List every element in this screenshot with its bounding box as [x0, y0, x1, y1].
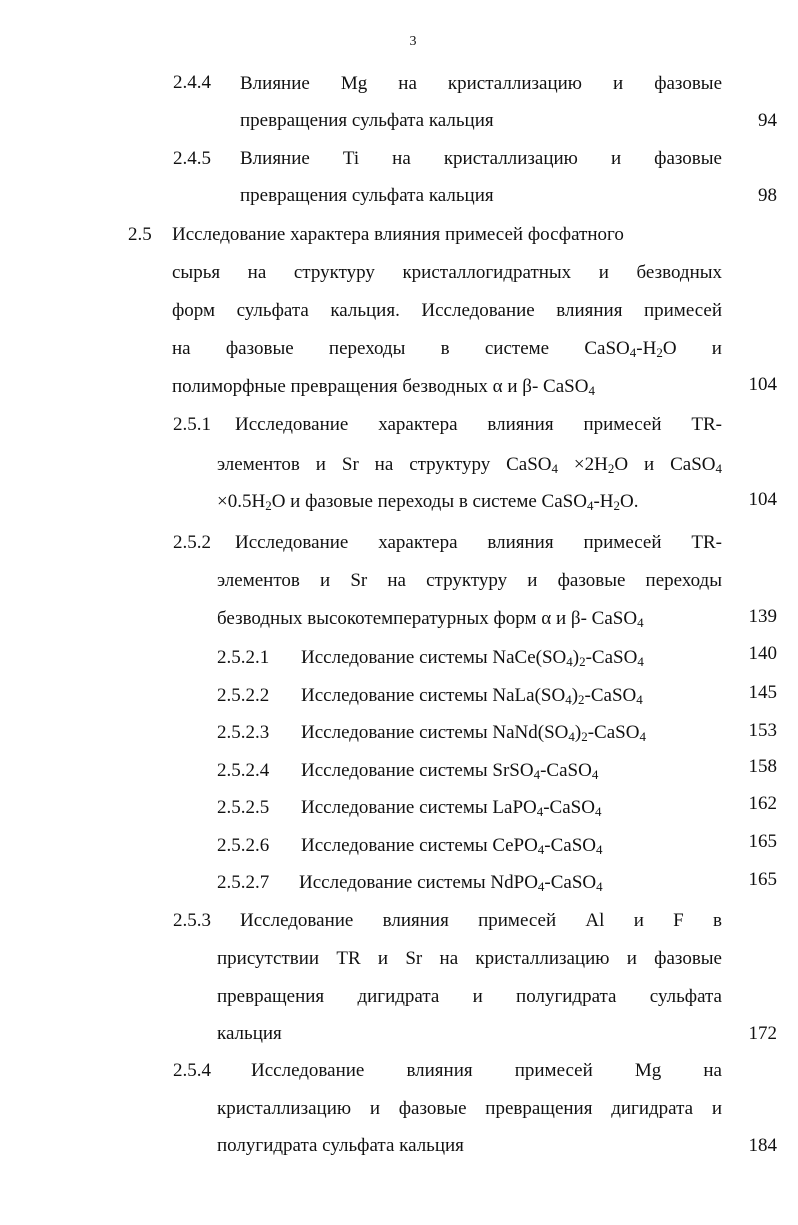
entry-line: кристаллизацию и фазовые превращения дигидрата и — [217, 1098, 722, 1119]
page-ref: 145 — [748, 682, 777, 703]
page-ref: 162 — [748, 793, 777, 814]
entry-number: 2.5.2.6 — [217, 835, 270, 856]
page-ref: 94 — [758, 110, 777, 131]
entry-line: Исследование системы $NaNd(SO_4)_2-CaSO_4$ — [301, 722, 646, 744]
entry-line: Исследование влияния примесей Al и F в — [240, 910, 722, 931]
entry-line: элементов и Sr на структуру CaSO$_4$ $\times 2H_2O$ и CaSO$_4$ — [217, 454, 722, 476]
entry-line: сырья на структуру кристаллогидратных и безводных — [172, 262, 722, 283]
entry-line: Исследование системы $NaCe(SO_4)_2-CaSO_4$ — [301, 647, 644, 669]
page-ref: 158 — [748, 756, 777, 777]
entry-number: 2.5.2.7 — [217, 872, 270, 893]
page-ref: 172 — [748, 1023, 777, 1044]
entry-line: безводных высокотемпературных форм α и β- CaSO$_4$ — [217, 608, 644, 630]
entry-line: Исследование характера влияния примесей TR- — [235, 414, 722, 435]
entry-number: 2.5.3 — [173, 910, 211, 931]
entry-line: элементов и Sr на структуру и фазовые переходы — [217, 570, 722, 591]
entry-line: Исследование системы CePO$_4$-CaSO$_4$ — [301, 835, 603, 857]
entry-line: Исследование системы $NaLa(SO_4)_2-CaSO_4$ — [301, 685, 643, 707]
entry-number: 2.4.4 — [173, 72, 211, 93]
page-ref: 165 — [748, 869, 777, 890]
entry-line: полиморфные превращения безводных α и β- CaSO$_4$ — [172, 376, 595, 398]
entry-number: 2.4.5 — [173, 148, 211, 169]
page-ref: 140 — [748, 643, 777, 664]
entry-number: 2.5.2.2 — [217, 685, 270, 706]
entry-line: Исследование влияния примесей Mg на — [251, 1060, 722, 1081]
page-ref: 98 — [758, 185, 777, 206]
entry-line: полугидрата сульфата кальция — [217, 1135, 464, 1156]
page-ref: 104 — [748, 374, 777, 395]
entry-line: Исследование характера влияния примесей TR- — [235, 532, 722, 553]
entry-number: 2.5.2.4 — [217, 760, 270, 781]
page-ref: 184 — [748, 1135, 777, 1156]
entry-line: превращения дигидрата и полугидрата сульфата — [217, 986, 722, 1007]
entry-line: Влияние Ti на кристаллизацию и фазовые — [240, 148, 722, 169]
entry-number: 2.5.2.1 — [217, 647, 270, 668]
page-ref: 139 — [748, 606, 777, 627]
entry-line: присутствии TR и Sr на кристаллизацию и фазовые — [217, 948, 722, 969]
entry-line: превращения сульфата кальция — [240, 110, 494, 131]
entry-line: Исследование системы NdPO$_4$-CaSO$_4$ — [299, 872, 603, 894]
page-ref: 104 — [748, 489, 777, 510]
entry-number: 2.5 — [128, 224, 152, 245]
entry-number: 2.5.1 — [173, 414, 211, 435]
entry-number: 2.5.2.3 — [217, 722, 270, 743]
entry-number: 2.5.2.5 — [217, 797, 270, 818]
entry-line: на фазовые переходы в системе $CaSO_4-H_2O$ и — [172, 338, 722, 360]
entry-line: Исследование системы LaPO$_4$-CaSO$_4$ — [301, 797, 602, 819]
entry-line: Исследование системы SrSO$_4$-CaSO$_4$ — [301, 760, 599, 782]
entry-line: превращения сульфата кальция — [240, 185, 494, 206]
entry-number: 2.5.2 — [173, 532, 211, 553]
entry-line: форм сульфата кальция. Исследование влияния примесей — [172, 300, 722, 321]
entry-line: Влияние Mg на кристаллизацию и фазовые — [240, 73, 722, 94]
page-ref: 153 — [748, 720, 777, 741]
page-ref: 165 — [748, 831, 777, 852]
entry-line: $\times 0.5H_2O$ и фазовые переходы в системе $CaSO_4-H_2O$. — [217, 491, 639, 513]
entry-number: 2.5.4 — [173, 1060, 211, 1081]
entry-line: кальция — [217, 1023, 282, 1044]
page-number: 3 — [409, 34, 417, 49]
entry-line: Исследование характера влияния примесей фосфатного — [172, 224, 624, 245]
